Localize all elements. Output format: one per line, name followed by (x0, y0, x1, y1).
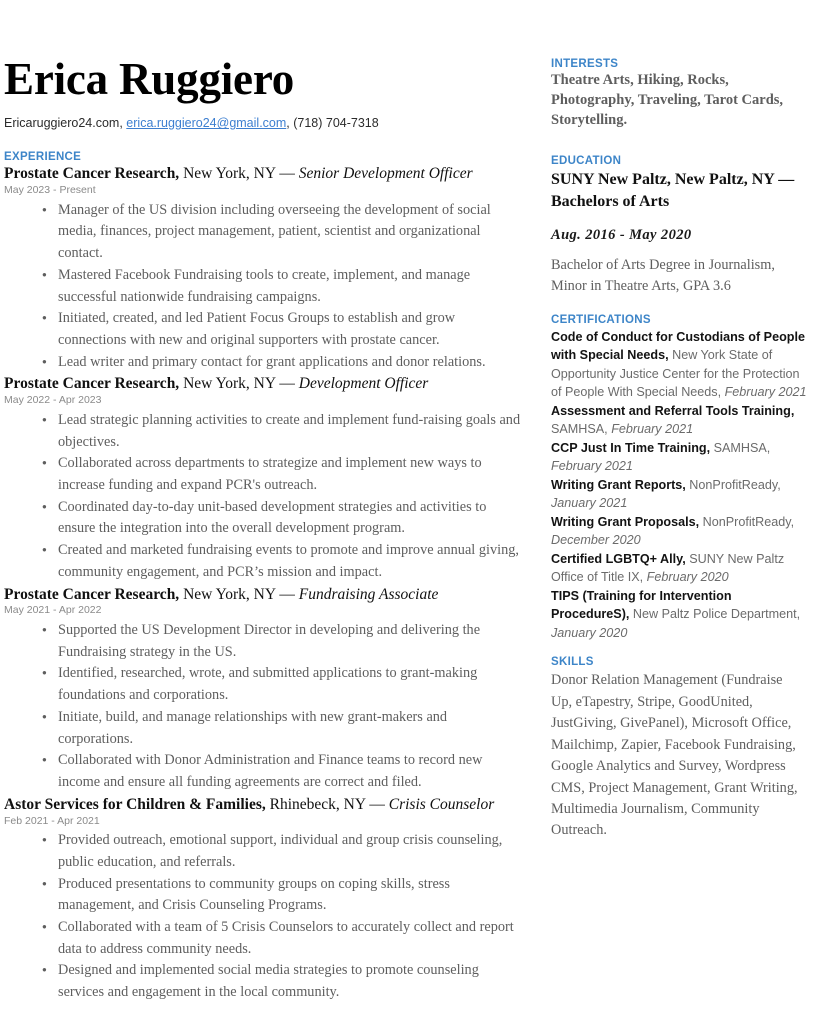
job-dates: May 2021 - Apr 2022 (4, 604, 102, 617)
website-text: Ericaruggiero24.com, (4, 116, 123, 131)
experience-entry (4, 796, 524, 1004)
list-item: ● Created and marketed fundraising events to promote and improve annual giving, community engagement, and PCR’s mission and impact. (4, 540, 524, 583)
certification-date: February 2021 (551, 459, 633, 474)
job-role: Development Officer (298, 375, 429, 393)
job-bullet-list (4, 200, 524, 374)
certification-org: SAMHSA, (710, 440, 771, 455)
job-company: Prostate Cancer Research, (4, 165, 180, 183)
certification-list (551, 328, 807, 643)
list-item (551, 513, 807, 550)
section-heading-skills: SKILLS (551, 656, 594, 669)
section-heading-interests: INTERESTS (551, 58, 619, 70)
email-link[interactable]: erica.ruggiero24@gmail.com (126, 116, 287, 131)
section-heading-experience: EXPERIENCE (4, 151, 82, 164)
list-item (551, 476, 807, 513)
list-item: ● Identified, researched, wrote, and submitted applications to grant-making foundations and corporations. (4, 663, 524, 706)
list-item (551, 402, 807, 439)
job-title-line (4, 165, 524, 183)
list-item: ● Supported the US Development Director in developing and delivering the Fundraising strategy in the US. (4, 620, 524, 663)
job-location: New York, NY — (179, 375, 299, 393)
list-item: ● Initiate, build, and manage relationships with new grant-makers and corporations. (4, 707, 524, 750)
certification-name: Writing Grant Proposals, (551, 514, 700, 529)
certification-name: CCP Just In Time Training, (551, 440, 711, 455)
education-school: SUNY New Paltz, New Paltz, NY — Bachelors of Arts (551, 170, 795, 211)
education-dates: Aug. 2016 - May 2020 (551, 227, 692, 244)
job-location: New York, NY — (179, 165, 299, 183)
list-item: ● Manager of the US division including overseeing the development of social media, finances, project management, patient, scientist and organizational contact. (4, 200, 524, 265)
certification-name: TIPS (Training for Intervention ProcedureS), (551, 588, 732, 622)
job-dates: May 2022 - Apr 2023 (4, 394, 102, 407)
page-title: Erica Ruggiero (4, 54, 295, 104)
job-company: Prostate Cancer Research, (4, 375, 180, 393)
skills-text: Donor Relation Management (Fundraise Up, eTapestry, Stripe, GoodUnited, JustGiving, GivePanel), Microsoft Office, Mailchimp, Zapier, Facebook Fundraising, Google Analytics and Survey, Wordpress CMS, Project Management, Grant Writing, Multimedia Journalism, Community Outreach. (551, 672, 798, 839)
list-item (551, 550, 807, 587)
job-company: Astor Services for Children & Families, (4, 795, 266, 813)
certification-org: SUNY New Paltz Office of Title IX, (551, 551, 785, 585)
list-item: ● Lead strategic planning activities to create and implement fund-raising goals and objectives. (4, 410, 524, 453)
certification-name: Assessment and Referral Tools Training, (551, 403, 795, 418)
job-dates: Feb 2021 - Apr 2021 (4, 814, 100, 827)
list-item: ● Provided outreach, emotional support, individual and group crisis counseling, public education, and referrals. (4, 830, 524, 873)
job-bullet-list (4, 830, 524, 1004)
section-heading-certifications: CERTIFICATIONS (551, 313, 651, 326)
job-company: Prostate Cancer Research, (4, 585, 180, 603)
list-item: ● Collaborated across departments to strategize and implement new ways to increase funding and expand PCR's outreach. (4, 453, 524, 496)
job-title-line (4, 796, 524, 814)
job-bullet-list (4, 410, 524, 584)
interests-text: Theatre Arts, Hiking, Rocks, Photography, Traveling, Tarot Cards, Storytelling. (551, 72, 784, 128)
list-item: ● Collaborated with Donor Administration and Finance teams to record new income and ensure all funding agreements are correct and filed. (4, 750, 524, 793)
job-title-line (4, 586, 524, 604)
certification-org: NonProfitReady, (699, 514, 795, 529)
job-role: Senior Development Officer (298, 165, 473, 183)
list-item: ● Produced presentations to community groups on coping skills, stress management, and Crisis Counseling Programs. (4, 874, 524, 917)
list-item: ● Initiated, created, and led Patient Focus Groups to establish and grow connections with new and original supporters with prostate cancer. (4, 308, 524, 351)
experience-entry (4, 165, 524, 373)
experience-entry (4, 375, 524, 583)
list-item (551, 587, 807, 643)
job-bullet-list (4, 620, 524, 794)
list-item: ● Lead writer and primary contact for grant applications and donor relations. (4, 352, 524, 374)
certification-date: February 2020 (646, 570, 729, 585)
section-heading-education: EDUCATION (551, 154, 622, 167)
certification-name: Writing Grant Reports, (551, 477, 686, 492)
sidebar-column (551, 0, 807, 842)
certification-name: Certified LGBTQ+ Ally, (551, 551, 686, 566)
certification-org: SAMHSA, (551, 422, 612, 437)
certification-date: February 2021 (724, 385, 807, 400)
certification-org: New York State of Opportunity Justice Center for the Protection of People With Special Needs, (551, 348, 800, 400)
phone-text: , (718) 704-7318 (286, 116, 379, 131)
list-item (551, 328, 807, 402)
experience-entry (4, 586, 524, 794)
education-description: Bachelor of Arts Degree in Journalism, Minor in Theatre Arts, GPA 3.6 (551, 257, 775, 295)
certification-org: New Paltz Police Department, (629, 607, 801, 622)
certification-date: February 2021 (611, 422, 694, 437)
list-item: ● Designed and implemented social media strategies to promote counseling services and engagement in the local community. (4, 960, 524, 1003)
list-item: ● Mastered Facebook Fundraising tools to create, implement, and manage successful nationwide fundraising campaigns. (4, 265, 524, 308)
certification-org: NonProfitReady, (685, 477, 781, 492)
certification-date: January 2020 (551, 625, 628, 640)
main-column (4, 0, 524, 1004)
certification-name: Code of Conduct for Custodians of People with Special Needs, (551, 329, 805, 363)
list-item: ● Coordinated day-to-day unit-based development strategies and activities to ensure the integration into the overall development program. (4, 497, 524, 540)
job-title-line (4, 375, 524, 393)
contact-line (4, 116, 524, 130)
job-role: Crisis Counselor (388, 795, 495, 813)
job-location: Rhinebeck, NY — (265, 795, 389, 813)
certification-date: December 2020 (551, 533, 641, 548)
job-dates: May 2023 - Present (4, 184, 96, 197)
list-item: ● Collaborated with a team of 5 Crisis Counselors to accurately collect and report data to address community needs. (4, 917, 524, 960)
job-location: New York, NY — (179, 585, 299, 603)
certification-date: January 2021 (551, 496, 628, 511)
list-item (551, 439, 807, 476)
job-role: Fundraising Associate (298, 585, 439, 603)
